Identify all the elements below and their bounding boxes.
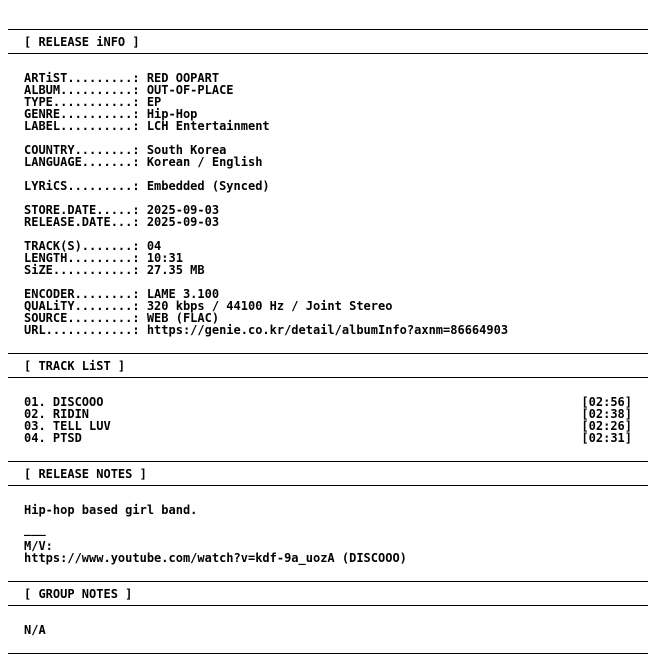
track-length: [02:31] bbox=[581, 431, 632, 445]
divider bbox=[8, 353, 648, 354]
info-url: URL............: https://genie.co.kr/detail/albumInfo?axnm=86664903 bbox=[24, 323, 509, 337]
track-title: 03. TELL LUV bbox=[24, 419, 111, 433]
divider bbox=[8, 653, 648, 654]
info-store-date: STORE.DATE.....: 2025-09-03 bbox=[24, 203, 220, 217]
mv-label: M/V: bbox=[24, 539, 53, 553]
info-artist: ARTiST.........: RED OOPART bbox=[24, 71, 220, 85]
divider bbox=[8, 53, 648, 54]
divider bbox=[8, 377, 648, 378]
track-title: 04. PTSD bbox=[24, 431, 82, 445]
info-release-date: RELEASE.DATE...: 2025-09-03 bbox=[24, 215, 220, 229]
section-header-release-notes: [ RELEASE NOTES ] bbox=[24, 467, 147, 481]
section-header-track-list: [ TRACK LiST ] bbox=[24, 359, 126, 373]
track-length: [02:56] bbox=[581, 395, 632, 409]
section-header-release-info: [ RELEASE iNFO ] bbox=[24, 35, 140, 49]
track-length: [02:38] bbox=[581, 407, 632, 421]
info-lyrics: LYRiCS.........: Embedded (Synced) bbox=[24, 179, 270, 193]
mv-url: https://www.youtube.com/watch?v=kdf-9a_uozA (DISCOOO) bbox=[24, 551, 407, 565]
divider bbox=[8, 605, 648, 606]
info-language: LANGUAGE.......: Korean / English bbox=[24, 155, 263, 169]
info-country: COUNTRY........: South Korea bbox=[24, 143, 227, 157]
track-title: 02. RIDIN bbox=[24, 407, 90, 421]
info-quality: QUALiTY........: 320 kbps / 44100 Hz / Joint Stereo bbox=[24, 299, 393, 313]
release-notes-description: Hip-hop based girl band. bbox=[24, 503, 198, 517]
divider bbox=[8, 461, 648, 462]
info-encoder: ENCODER........: LAME 3.100 bbox=[24, 287, 220, 301]
info-type: TYPE...........: EP bbox=[24, 95, 162, 109]
divider bbox=[8, 485, 648, 486]
info-source: SOURCE.........: WEB (FLAC) bbox=[24, 311, 220, 325]
info-label: LABEL..........: LCH Entertainment bbox=[24, 119, 270, 133]
info-size: SiZE...........: 27.35 MB bbox=[24, 263, 205, 277]
info-album: ALBUM..........: OUT-OF-PLACE bbox=[24, 83, 234, 97]
divider bbox=[8, 29, 648, 30]
release-notes-separator: ___ bbox=[24, 522, 46, 536]
info-tracks: TRACK(S).......: 04 bbox=[24, 239, 162, 253]
section-header-group-notes: [ GROUP NOTES ] bbox=[24, 587, 133, 601]
group-notes-text: N/A bbox=[24, 623, 46, 637]
info-genre: GENRE..........: Hip-Hop bbox=[24, 107, 198, 121]
divider bbox=[8, 581, 648, 582]
info-length: LENGTH.........: 10:31 bbox=[24, 251, 183, 265]
track-length: [02:26] bbox=[581, 419, 632, 433]
track-title: 01. DISCOOO bbox=[24, 395, 104, 409]
